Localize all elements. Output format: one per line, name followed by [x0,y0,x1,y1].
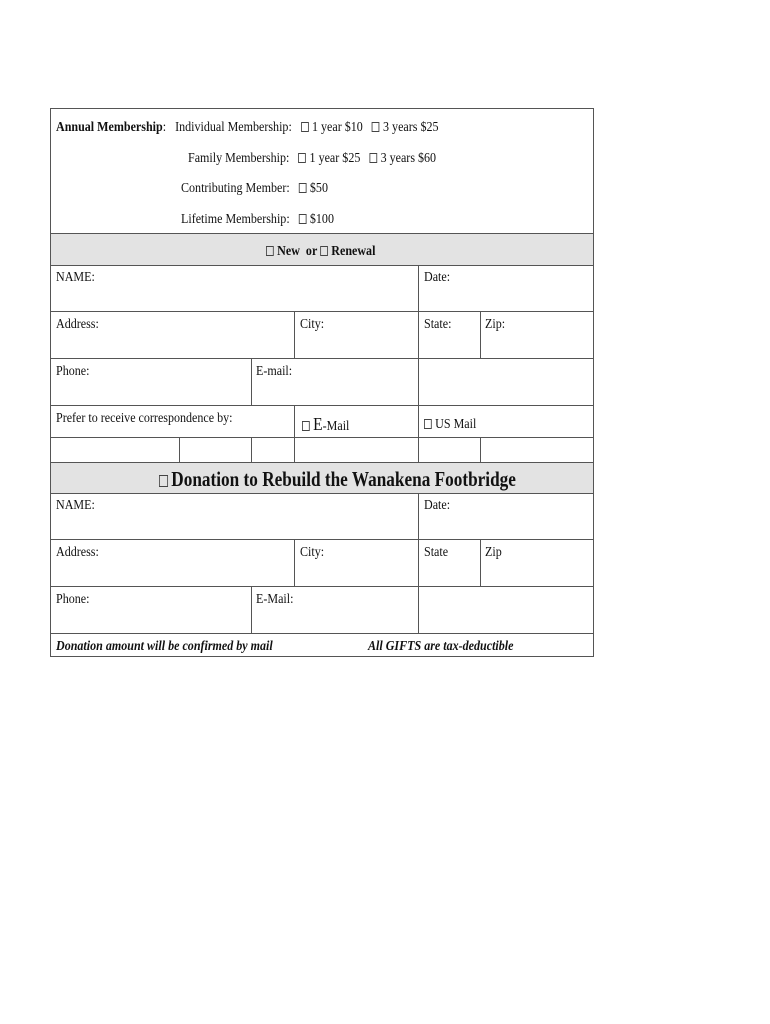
new-checkbox[interactable] [266,246,274,256]
divider [51,233,593,234]
usmail-preference-checkbox[interactable] [424,419,432,429]
family-3yr-checkbox[interactable] [369,153,377,163]
divider [480,311,481,358]
date-field-label: Date: [424,270,451,285]
email-preference-option [302,416,349,435]
divider [294,311,295,358]
divider [294,539,295,586]
individual-3yr-checkbox[interactable] [372,122,380,132]
family-membership-label: Family Membership: [188,151,290,166]
divider [251,358,252,405]
divider [480,539,481,586]
divider [418,493,419,633]
donation-name-label: NAME: [56,498,95,513]
name-field-label: NAME: [56,270,95,285]
email-field-label: E-mail: [256,364,293,379]
contributing-checkbox[interactable] [299,183,307,193]
membership-form [50,108,594,657]
family-3yr-label: 3 years $60 [380,151,437,166]
divider [51,633,593,634]
usmail-preference-option [424,417,476,433]
annual-membership-heading: Annual Membership [56,120,163,135]
email-option-rest: -Mail [322,419,350,434]
individual-membership-label: Individual Membership: [175,120,292,135]
membership-row-lifetime [181,212,334,228]
state-field-label: State: [424,317,452,332]
donation-city-label: City: [300,545,325,560]
divider [51,586,593,587]
divider [51,462,593,463]
divider [51,539,593,540]
divider [51,265,593,266]
individual-1yr-label: 1 year $10 [311,120,363,135]
donation-date-label: Date: [424,498,451,513]
divider [51,493,593,494]
divider [51,437,593,438]
donation-address-label: Address: [56,545,99,560]
tax-deductible-note: All GIFTS are tax-deductible [368,639,514,654]
family-1yr-label: 1 year $25 [309,151,361,166]
zip-field-label: Zip: [485,317,506,332]
address-field-label: Address: [56,317,99,332]
renewal-checkbox[interactable] [320,246,328,256]
donation-footer-note: Donation amount will be confirmed by mail [56,639,273,654]
divider [418,405,419,462]
or-label: or [305,244,318,259]
lifetime-checkbox[interactable] [299,214,307,224]
new-label: New [277,244,300,259]
divider [418,265,419,405]
divider [294,405,295,462]
email-option-initial: E [313,414,323,434]
divider [251,437,252,462]
email-preference-checkbox[interactable] [302,421,310,431]
lifetime-membership-label: Lifetime Membership: [181,212,290,227]
membership-row-individual [56,120,439,136]
donation-email-label: E-Mail: [256,592,294,607]
donation-zip-label: Zip [485,545,502,560]
correspondence-preference-label: Prefer to receive correspondence by: [56,411,233,426]
donation-phone-label: Phone: [56,592,90,607]
lifetime-amount: $100 [309,212,334,227]
donation-title [159,467,516,491]
donation-title-text: Donation to Rebuild the Wanakena Footbridge [171,467,516,491]
individual-3yr-label: 3 years $25 [383,120,439,135]
divider [51,405,593,406]
divider [51,311,593,312]
membership-row-family [188,151,436,167]
divider [51,358,593,359]
heading-colon: : [162,120,167,135]
divider [179,437,180,462]
city-field-label: City: [300,317,325,332]
usmail-option-label: US Mail [435,417,477,432]
phone-field-label: Phone: [56,364,90,379]
individual-1yr-checkbox[interactable] [301,122,309,132]
family-1yr-checkbox[interactable] [298,153,306,163]
divider [251,586,252,633]
new-or-renewal-row [266,244,375,260]
donation-checkbox[interactable] [159,475,168,487]
membership-row-contributing [181,181,328,197]
contributing-amount: $50 [309,181,328,196]
renewal-label: Renewal [331,244,376,259]
divider [480,437,481,462]
contributing-member-label: Contributing Member: [181,181,290,196]
donation-state-label: State [424,545,449,560]
